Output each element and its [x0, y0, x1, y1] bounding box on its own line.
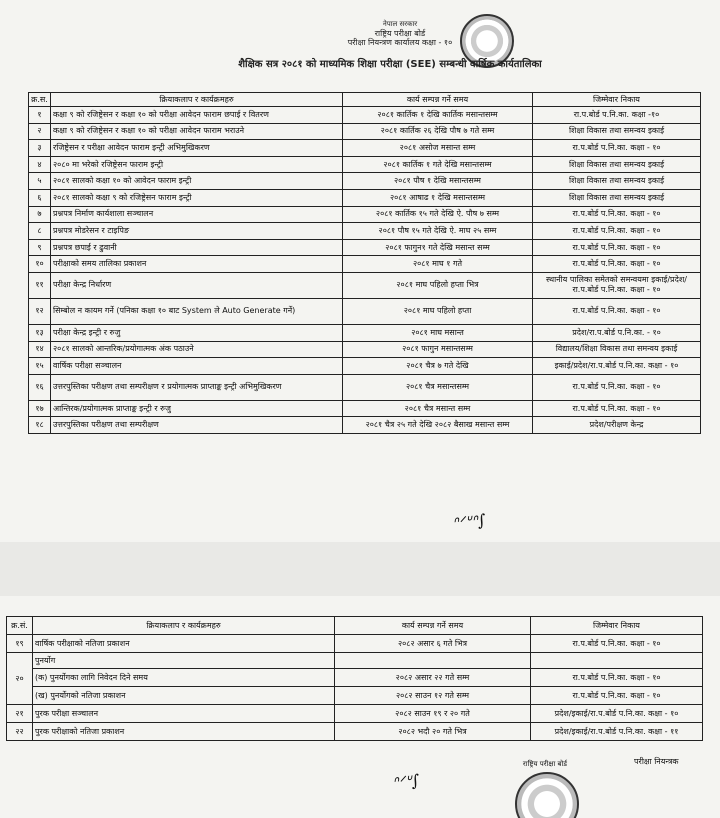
time-cell: २०८१ पौष १५ गते देखि ऐ. माघ २५ सम्म — [343, 223, 533, 240]
table-row — [29, 358, 701, 375]
agency-cell: प्रदेश/इकाई/रा.प.बोर्ड प.नि.का. कक्षा - ११ — [531, 723, 703, 741]
agency-cell: रा.प.बोर्ड प.नि.का. कक्षा - १० — [533, 206, 701, 223]
header-block — [330, 20, 470, 47]
table-row — [29, 156, 701, 173]
time-cell: २०८२ भदौ २० गते भित्र — [335, 723, 531, 741]
col-header-sn: क्र.सं. — [7, 617, 33, 635]
table-row — [7, 705, 703, 723]
activity-cell: कक्षा ९ को रजिष्ट्रेसन र कक्षा १० को परीक्षा आवेदन फाराम छपाई र वितरण — [51, 107, 343, 124]
table-row — [7, 635, 703, 653]
signature-icon: ᐢᐟᐡᐢ∫ — [451, 510, 487, 533]
row-number: ९ — [29, 239, 51, 256]
table-row — [29, 324, 701, 341]
agency-cell: रा.प.बोर्ड प.नि.का. कक्षा - १० — [531, 687, 703, 705]
col-header-agency: जिम्मेवार निकाय — [533, 93, 701, 107]
time-cell: २०८१ कार्तिक २६ देखि पौष ७ गते सम्म — [343, 123, 533, 140]
time-cell: २०८१ माघ पहिलो हप्ता — [343, 298, 533, 324]
time-cell: २०८२ असार ६ गते भित्र — [335, 635, 531, 653]
table-row — [29, 272, 701, 298]
gov-label: नेपाल सरकार — [382, 20, 418, 28]
col-header-time: कार्य सम्पन्न गर्ने समय — [343, 93, 533, 107]
row-number: १२ — [29, 298, 51, 324]
time-cell: २०८१ माघ पहिलो हप्ता भित्र — [343, 272, 533, 298]
agency-cell: स्थानीय पालिका समेतको समन्वयमा इकाई/प्रदेश/रा.प.बोर्ड प.नि.का. कक्षा - १० — [533, 272, 701, 298]
signature-icon: ᐢᐟᐡ∫ — [391, 770, 421, 793]
col-header-agency: जिम्मेवार निकाय — [531, 617, 703, 635]
time-cell: २०८१ चैत्र मसान्त सम्म — [343, 400, 533, 417]
table-row — [29, 417, 701, 434]
activity-cell: २०८० मा भरेको रजिष्ट्रेसन फाराम इन्ट्री — [51, 156, 343, 173]
table-header-row — [29, 93, 701, 107]
schedule-table — [28, 92, 701, 434]
agency-cell: रा.प.बोर्ड प.नि.का. कक्षा - १० — [531, 669, 703, 687]
time-cell: २०८१ फागुन मसान्तसम्म — [343, 341, 533, 358]
activity-cell: पुरक परीक्षाको नतिजा प्रकाशन — [33, 723, 335, 741]
row-number: ८ — [29, 223, 51, 240]
table-row — [29, 341, 701, 358]
activity-cell: परीक्षा केन्द्र निर्धारण — [51, 272, 343, 298]
time-cell: २०८१ आषाढ १ देखि मसान्तसम्म — [343, 189, 533, 206]
table-subrow — [7, 669, 703, 687]
page-title: शैक्षिक सत्र २०८१ को माध्यमिक शिक्षा परीक्षा (SEE) सम्बन्धी वार्षिक कार्यतालिका — [238, 59, 542, 70]
table-row — [29, 173, 701, 190]
time-cell: २०८१ फागुन१ गते देखि मसान्त सम्म — [343, 239, 533, 256]
agency-cell: शिक्षा विकास तथा समन्वय इकाई — [533, 173, 701, 190]
activity-cell: पुरक परीक्षा सञ्चालन — [33, 705, 335, 723]
board-label: राष्ट्रिय परीक्षा बोर्ड — [374, 29, 426, 38]
time-cell: २०८१ चैत्र ७ गते देखि — [343, 358, 533, 375]
schedule-table-continued — [6, 616, 703, 741]
activity-cell: २०८१ सालको कक्षा ९ को रजिष्ट्रेसन फाराम इन्ट्री — [51, 189, 343, 206]
activity-cell: परीक्षाको समय तालिका प्रकाशन — [51, 256, 343, 273]
table-row — [29, 107, 701, 124]
activity-cell: वार्षिक परीक्षाको नतिजा प्रकाशन — [33, 635, 335, 653]
row-number: १ — [29, 107, 51, 124]
time-cell: २०८१ पौष १ देखि मसान्तसम्म — [343, 173, 533, 190]
table-row — [29, 256, 701, 273]
row-number: १३ — [29, 324, 51, 341]
time-cell: २०८२ साउन १९ र २० गते — [335, 705, 531, 723]
agency-cell: रा.प.बोर्ड प.नि.का. कक्षा - १० — [531, 635, 703, 653]
agency-cell: रा.प.बोर्ड प.नि.का. कक्षा - १० — [533, 298, 701, 324]
activity-cell: सिम्बोल न कायम गर्ने (पनिका कक्षा १० बाट System ले Auto Generate गर्ने) — [51, 298, 343, 324]
time-cell: २०८१ कार्तिक १ गते देखि मसान्तसम्म — [343, 156, 533, 173]
row-number: १६ — [29, 374, 51, 400]
row-number: २२ — [7, 723, 33, 741]
activity-cell: प्रश्नपत्र छपाई र ढुवानी — [51, 239, 343, 256]
activity-cell: आन्तिरक/प्रयोगात्मक प्राप्ताङ्क इन्ट्री र रुजु — [51, 400, 343, 417]
board-seal-icon — [515, 772, 579, 818]
row-number: ६ — [29, 189, 51, 206]
time-cell: २०८१ कार्तिक १ देखि कार्तिक मसान्तसम्म — [343, 107, 533, 124]
footer-office-label: परीक्षा नियन्त्रक — [634, 757, 679, 766]
row-number: २ — [29, 123, 51, 140]
row-number: ७ — [29, 206, 51, 223]
empty-cell — [531, 653, 703, 669]
row-number: २१ — [7, 705, 33, 723]
col-header-time: कार्य सम्पन्न गर्ने समय — [335, 617, 531, 635]
office-label: परीक्षा नियन्त्रण कार्यालय कक्षा - १० — [347, 38, 453, 47]
activity-cell: २०८१ सालको आन्तरिक/प्रयोगात्मक अंक पठाउने — [51, 341, 343, 358]
table-row — [29, 298, 701, 324]
agency-cell: शिक्षा विकास तथा समन्वय इकाई — [533, 189, 701, 206]
row-number: १४ — [29, 341, 51, 358]
table-row — [29, 239, 701, 256]
time-cell: २०८२ असार २२ गते सम्म — [335, 669, 531, 687]
agency-cell: शिक्षा विकास तथा समन्वय इकाई — [533, 123, 701, 140]
activity-cell: प्रश्नपत्र मोडरेसन र टाइपिङ — [51, 223, 343, 240]
table-subrow — [7, 687, 703, 705]
row-number: ३ — [29, 140, 51, 157]
table-row — [29, 223, 701, 240]
table-row — [7, 723, 703, 741]
agency-cell: रा.प.बोर्ड प.नि.का. कक्षा - १० — [533, 374, 701, 400]
time-cell: २०८१ माघ मसान्त — [343, 324, 533, 341]
activity-cell: उत्तरपुस्तिका परीक्षण तथा सम्परीक्षण — [51, 417, 343, 434]
agency-cell: प्रदेश/रा.प.बोर्ड प.नि.का. - १० — [533, 324, 701, 341]
activity-cell: परीक्षा केन्द्र इन्ट्री र रुजु — [51, 324, 343, 341]
agency-cell: प्रदेश/परीक्षण केन्द्र — [533, 417, 701, 434]
activity-cell: कक्षा ९ को रजिष्ट्रेसन र कक्षा १० को परीक्षा आवेदन फाराम भराउने — [51, 123, 343, 140]
table-row — [29, 189, 701, 206]
table-row — [29, 206, 701, 223]
table-row — [29, 123, 701, 140]
agency-cell: रा.प.बोर्ड प.नि.का. कक्षा -१० — [533, 107, 701, 124]
row-number: ५ — [29, 173, 51, 190]
activity-cell: २०८१ सालको कक्षा १० को आवेदन फाराम इन्ट्री — [51, 173, 343, 190]
row-number: १५ — [29, 358, 51, 375]
col-header-sn: क्र.स. — [29, 93, 51, 107]
row-number: ११ — [29, 272, 51, 298]
seal-caption: राष्ट्रिय परीक्षा बोर्ड — [522, 760, 568, 768]
col-header-activity: क्रियाकलाप र कार्यक्रमहरु — [33, 617, 335, 635]
agency-cell: रा.प.बोर्ड प.नि.का. कक्षा - १० — [533, 256, 701, 273]
activity-cell: उत्तरपुस्तिका परीक्षण तथा सम्परीक्षण र प्रयोगात्मक प्राप्ताङ्क इन्ट्री अभिमुखिकरण — [51, 374, 343, 400]
time-cell: २०८१ चैत्र २५ गते देखि २०८२ बैसाख मसान्त सम्म — [343, 417, 533, 434]
empty-cell — [335, 653, 531, 669]
activity-cell: प्रश्नपत्र निर्माण कार्यशाला सञ्चालन — [51, 206, 343, 223]
time-cell: २०८१ माघ १ गते — [343, 256, 533, 273]
agency-cell: रा.प.बोर्ड प.नि.का. कक्षा - १० — [533, 239, 701, 256]
agency-cell: रा.प.बोर्ड प.नि.का. कक्षा - १० — [533, 140, 701, 157]
time-cell: २०८१ कार्तिक १५ गते देखि ऐ. पौष ७ सम्म — [343, 206, 533, 223]
table-row — [7, 653, 703, 669]
table-row — [29, 400, 701, 417]
row-number: १७ — [29, 400, 51, 417]
activity-cell: (ख) पुनर्योगको नतिजा प्रकाशन — [33, 687, 335, 705]
time-cell: २०८१ असोज मसान्त सम्म — [343, 140, 533, 157]
table-row — [29, 140, 701, 157]
section-heading-cell: पुनर्योग — [33, 653, 335, 669]
activity-cell: (क) पुनर्योगका लागि निवेदन दिने समय — [33, 669, 335, 687]
row-number: १९ — [7, 635, 33, 653]
col-header-activity: क्रियाकलाप र कार्यक्रमहरु — [51, 93, 343, 107]
row-number: १० — [29, 256, 51, 273]
agency-cell: रा.प.बोर्ड प.नि.का. कक्षा - १० — [533, 400, 701, 417]
schedule-page-2 — [0, 596, 720, 818]
activity-cell: वार्षिक परीक्षा सञ्चालन — [51, 358, 343, 375]
activity-cell: रजिष्ट्रेसन र परीक्षा आवेदन फाराम इन्ट्री अभिमुखिकरण — [51, 140, 343, 157]
agency-cell: इकाई/प्रदेश/रा.प.बोर्ड प.नि.का. कक्षा - १० — [533, 358, 701, 375]
table-header-row — [7, 617, 703, 635]
time-cell: २०८१ चैत्र मसान्तसम्म — [343, 374, 533, 400]
agency-cell: रा.प.बोर्ड प.नि.का. कक्षा - १० — [533, 223, 701, 240]
time-cell: २०८२ साउन १२ गते सम्म — [335, 687, 531, 705]
row-number: २० — [7, 653, 33, 705]
agency-cell: प्रदेश/इकाई/रा.प.बोर्ड प.नि.का. कक्षा - १० — [531, 705, 703, 723]
row-number: १८ — [29, 417, 51, 434]
row-number: ४ — [29, 156, 51, 173]
agency-cell: शिक्षा विकास तथा समन्वय इकाई — [533, 156, 701, 173]
table-row — [29, 374, 701, 400]
agency-cell: विद्यालय/शिक्षा विकास तथा समन्वय इकाई — [533, 341, 701, 358]
